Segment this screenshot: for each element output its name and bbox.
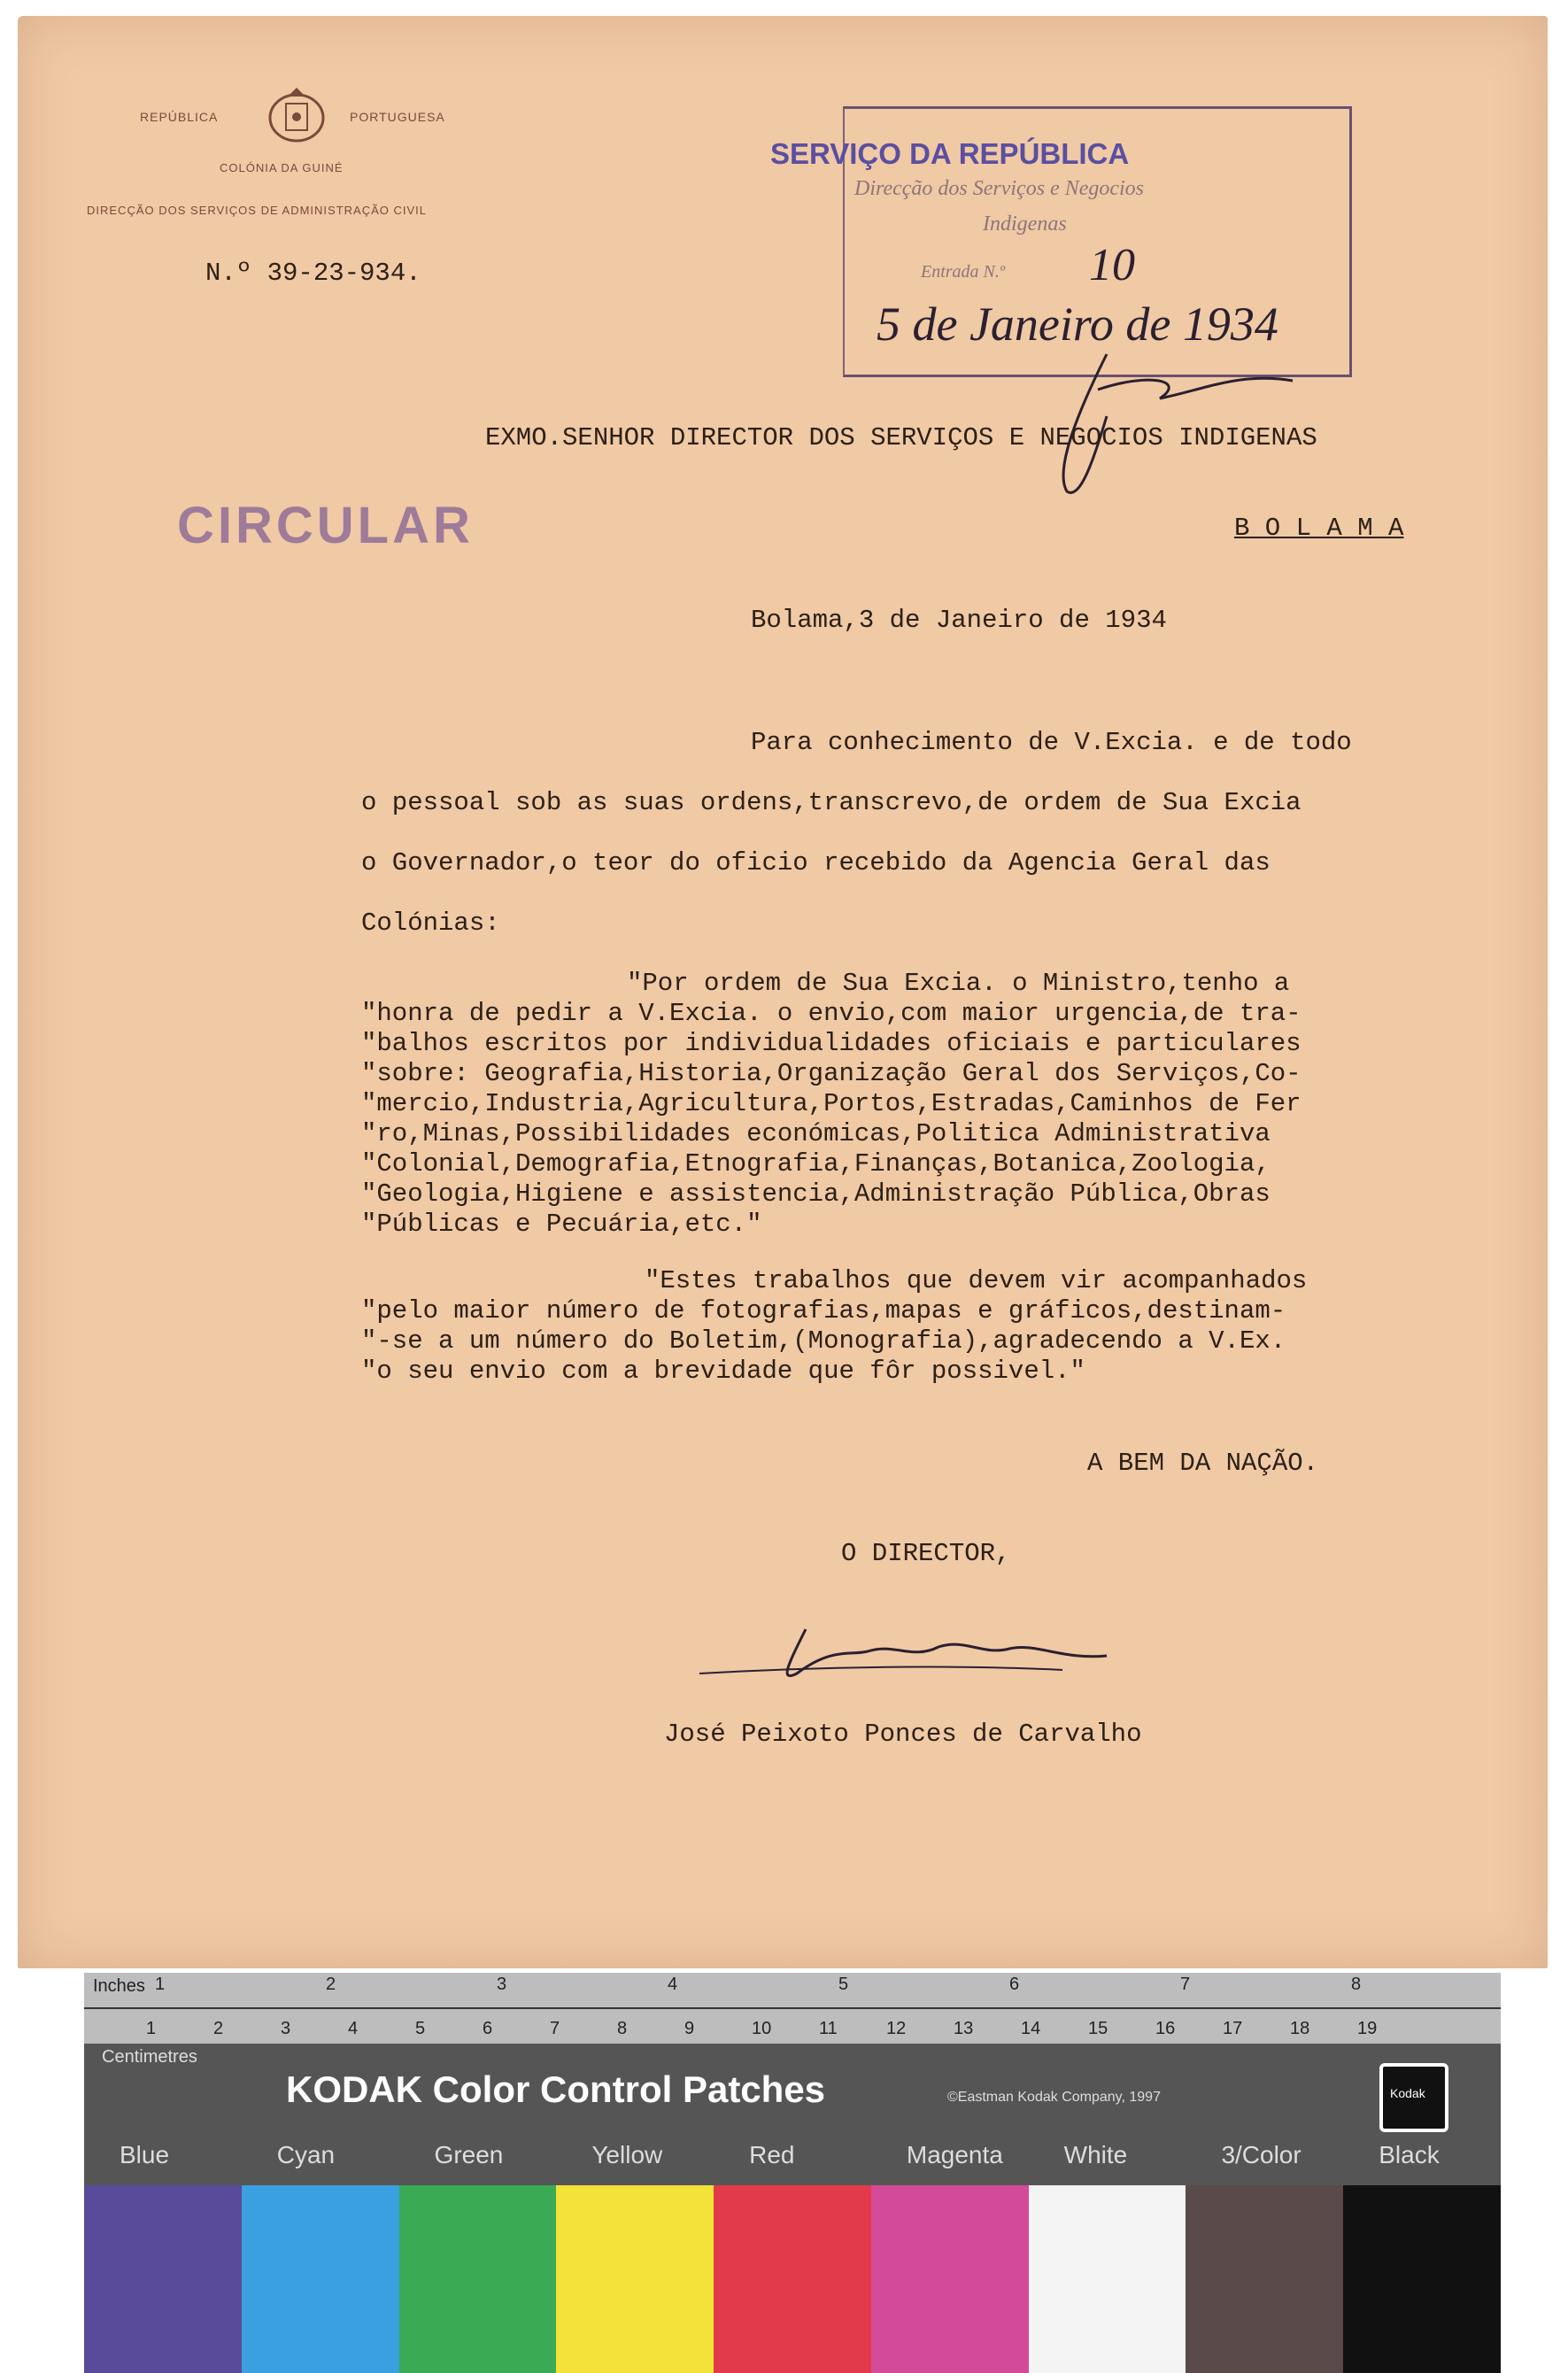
patch-label: White [1063, 2141, 1128, 2168]
cm-tick-label: 10 [752, 2019, 772, 2038]
director-title: O DIRECTOR, [841, 1539, 1011, 1568]
signatory-name: José Peixoto Ponces de Carvalho [664, 1720, 1142, 1749]
coat-of-arms-icon [261, 84, 332, 146]
quote-line: "sobre: Geografia,Historia,Organização Geral dos Serviços,Co- [361, 1059, 1302, 1088]
letterhead-colonia: COLÓNIA DA GUINÉ [220, 161, 344, 174]
letter-date: Bolama,3 de Janeiro de 1934 [751, 606, 1167, 635]
patch-label: Yellow [591, 2141, 663, 2168]
color-patch [84, 2185, 242, 2373]
cm-tick-label: 9 [684, 2019, 695, 2038]
cm-tick-label: 19 [1357, 2019, 1378, 2038]
body-line: o pessoal sob as suas ordens,transcrevo,de ordem de Sua Excia [361, 788, 1302, 817]
cm-tick-label: 12 [886, 2019, 907, 2038]
color-patch [556, 2185, 714, 2373]
stamp-entrada-label: Entrada N.º [921, 262, 1006, 282]
color-patches [84, 2185, 1501, 2373]
kodak-logo-text: Kodak [1390, 2086, 1425, 2100]
cm-tick-label: 14 [1021, 2019, 1041, 2038]
stamp-entry-number: 10 [1089, 240, 1135, 290]
inches-label: Inches [93, 1976, 145, 1996]
cm-tick-label: 15 [1088, 2019, 1108, 2038]
color-patch [714, 2185, 871, 2373]
quote-line: "Estes trabalhos que devem vir acompanhados [645, 1266, 1308, 1295]
quote-line: "Públicas e Pecuária,etc." [361, 1210, 762, 1239]
director-signature-icon [691, 1612, 1151, 1691]
cm-tick-label: 8 [617, 2019, 628, 2038]
inch-tick-label: 6 [1009, 1975, 1020, 1994]
kodak-logo-icon [1379, 2063, 1448, 2132]
cm-tick-label: 17 [1223, 2019, 1243, 2038]
letterhead-direccao: DIRECÇÃO DOS SERVIÇOS DE ADMINISTRAÇÃO CIVIL [87, 204, 427, 217]
cm-tick-label: 3 [281, 2019, 291, 2038]
cm-tick-label: 4 [348, 2019, 359, 2038]
patch-label: Red [749, 2141, 795, 2168]
inch-tick-label: 2 [326, 1975, 336, 1994]
stamp-handwritten-date: 5 de Janeiro de 1934 [877, 298, 1278, 351]
ruler [84, 1973, 1501, 2044]
patch-label: Blue [120, 2141, 170, 2168]
color-patch [1029, 2185, 1186, 2373]
body-line: Para conhecimento de V.Excia. e de todo [751, 728, 1352, 757]
quote-line: "mercio,Industria,Agricultura,Portos,Estradas,Caminhos de Fer [361, 1089, 1302, 1118]
ruler-ticks-icon [84, 1973, 1501, 2044]
centimetres-label: Centimetres [102, 2047, 197, 2067]
cm-tick-label: 18 [1290, 2019, 1310, 2038]
color-patch [1186, 2185, 1343, 2373]
place-bolama: B O L A M A [1234, 514, 1404, 543]
letterhead-portuguesa: PORTUGUESA [350, 110, 445, 124]
inch-tick-label: 1 [155, 1975, 166, 1994]
body-line: Colónias: [361, 908, 500, 938]
inch-tick-label: 5 [838, 1975, 849, 1994]
quote-line: "Geologia,Higiene e assistencia,Administração Pública,Obras [361, 1179, 1271, 1209]
chart-header-band [84, 2044, 1501, 2185]
quote-line: "balhos escritos por individualidades oficiais e particulares [361, 1029, 1302, 1058]
closing-phrase: A BEM DA NAÇÃO. [1087, 1449, 1319, 1478]
quote-line: "o seu envio com a brevidade que fôr possivel." [361, 1357, 1085, 1386]
quote-line: "Por ordem de Sua Excia. o Ministro,tenho a [627, 969, 1290, 998]
chart-copyright: ©Eastman Kodak Company, 1997 [947, 2090, 1161, 2105]
quote-line: "Colonial,Demografia,Etnografia,Finanças,Botanica,Zoologia, [361, 1149, 1271, 1179]
cm-tick-label: 16 [1155, 2019, 1176, 2038]
color-patch [399, 2185, 557, 2373]
letterhead-republica: REPÚBLICA [140, 110, 219, 124]
initials-signature-icon [1045, 336, 1310, 505]
chart-title: KODAK Color Control Patches [286, 2068, 826, 2110]
color-patch [242, 2185, 399, 2373]
color-patch [1343, 2185, 1501, 2373]
cm-tick-label: 6 [483, 2019, 493, 2038]
patch-label: Black [1379, 2141, 1440, 2168]
document-number: N.º 39-23-934. [205, 259, 421, 288]
inch-tick-label: 4 [668, 1975, 678, 1994]
cm-tick-label: 11 [819, 2019, 838, 2038]
inch-tick-label: 7 [1180, 1975, 1191, 1994]
cm-tick-label: 13 [954, 2019, 974, 2038]
stamp-line-1: Direcção dos Serviços e Negocios [854, 177, 1145, 200]
quote-line: "-se a um número do Boletim,(Monografia),agradecendo a V.Ex. [361, 1326, 1286, 1356]
kodak-color-chart [84, 1973, 1501, 2373]
inch-tick-label: 8 [1351, 1975, 1362, 1994]
quote-line: "honra de pedir a V.Excia. o envio,com maior urgencia,de tra- [361, 999, 1302, 1028]
addressee: EXMO.SENHOR DIRECTOR DOS SERVIÇOS E NEGOCIOS INDIGENAS [485, 423, 1317, 452]
stamp-title: SERVIÇO DA REPÚBLICA [770, 137, 1130, 170]
cm-tick-label: 7 [550, 2019, 560, 2038]
patch-label: Magenta [906, 2141, 1003, 2168]
stamp-line-2: Indigenas [983, 213, 1067, 236]
cm-tick-label: 5 [415, 2019, 426, 2038]
inch-tick-label: 3 [497, 1975, 507, 1994]
patch-label: Green [434, 2141, 504, 2168]
quote-line: "ro,Minas,Possibilidades económicas,Politica Administrativa [361, 1119, 1271, 1148]
circular-stamp: CIRCULAR [177, 497, 474, 554]
cm-tick-label: 2 [213, 2019, 224, 2038]
quote-line: "pelo maior número de fotografias,mapas e gráficos,destinam- [361, 1296, 1286, 1326]
patch-label: 3/Color [1221, 2141, 1302, 2168]
patch-label: Cyan [276, 2141, 336, 2168]
body-line: o Governador,o teor do oficio recebido da Agencia Geral das [361, 848, 1271, 877]
cm-tick-label: 1 [146, 2019, 157, 2038]
color-patch [871, 2185, 1029, 2373]
